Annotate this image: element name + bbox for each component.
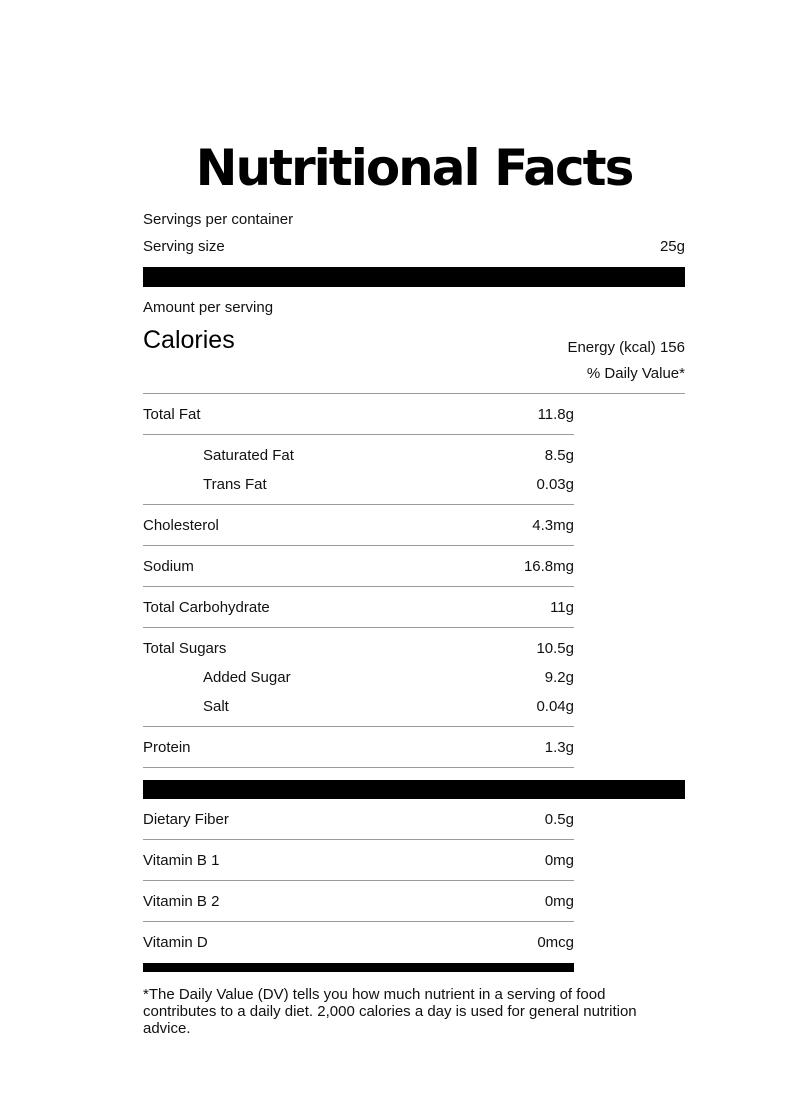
divider-line bbox=[143, 921, 574, 922]
micronutrient-name-vitamin-b2: Vitamin B 2 bbox=[143, 893, 220, 910]
micronutrient-value-vitamin-b1: 0mg bbox=[544, 852, 574, 869]
nutrient-name-trans-fat: Trans Fat bbox=[203, 476, 267, 493]
calories-label: Calories bbox=[143, 326, 235, 354]
nutrient-name-added-sugar: Added Sugar bbox=[203, 669, 291, 686]
nutrient-value-salt: 0.04g bbox=[536, 698, 574, 715]
nutrient-value-total-carbohydrate: 11g bbox=[550, 599, 574, 616]
nutrient-name-total-sugars: Total Sugars bbox=[143, 640, 227, 657]
daily-value-footnote: *The Daily Value (DV) tells you how much nutrient in a serving of food contributes to a daily diet. 2,000 calories a day is used for general nutrition advice. bbox=[143, 986, 637, 1037]
nutrient-value-trans-fat: 0.03g bbox=[536, 476, 574, 493]
servings-per-container-label: Servings per container bbox=[143, 211, 294, 228]
nutrient-value-added-sugar: 9.2g bbox=[544, 669, 574, 686]
nutrient-name-cholesterol: Cholesterol bbox=[143, 517, 219, 534]
divider-line bbox=[143, 434, 574, 435]
nutrient-value-protein: 1.3g bbox=[544, 739, 574, 756]
micronutrient-value-vitamin-d: 0mcg bbox=[537, 934, 574, 951]
serving-size-value: 25g bbox=[659, 238, 685, 255]
divider-line bbox=[143, 627, 574, 628]
energy-value: Energy (kcal) 156 bbox=[567, 339, 685, 356]
micronutrient-name-vitamin-d: Vitamin D bbox=[143, 934, 208, 951]
divider-line bbox=[143, 545, 574, 546]
nutrient-name-sodium: Sodium bbox=[143, 558, 194, 575]
divider-line bbox=[143, 767, 574, 768]
nutrient-value-total-fat: 11.8g bbox=[537, 406, 574, 423]
nutrient-value-sodium: 16.8mg bbox=[523, 558, 574, 575]
nutrient-name-saturated-fat: Saturated Fat bbox=[203, 447, 294, 464]
nutrient-value-saturated-fat: 8.5g bbox=[544, 447, 574, 464]
nutrient-value-cholesterol: 4.3mg bbox=[532, 517, 574, 534]
nutrient-name-protein: Protein bbox=[143, 739, 191, 756]
divider-line bbox=[143, 880, 574, 881]
divider-line bbox=[143, 586, 574, 587]
divider-line bbox=[143, 393, 685, 394]
daily-value-header: % Daily Value* bbox=[586, 365, 685, 382]
nutrient-value-total-sugars: 10.5g bbox=[536, 640, 574, 657]
micronutrient-value-vitamin-b2: 0mg bbox=[544, 893, 574, 910]
nutrient-name-salt: Salt bbox=[203, 698, 229, 715]
page-title: Nutritional Facts bbox=[195, 139, 633, 197]
divider-line bbox=[143, 839, 574, 840]
nutrient-name-total-fat: Total Fat bbox=[143, 406, 201, 423]
micronutrient-value-dietary-fiber: 0.5g bbox=[544, 811, 574, 828]
nutrient-name-total-carbohydrate: Total Carbohydrate bbox=[143, 599, 270, 616]
micronutrient-name-vitamin-b1: Vitamin B 1 bbox=[143, 852, 220, 869]
thick-divider bbox=[143, 780, 685, 799]
serving-size-label: Serving size bbox=[143, 238, 225, 255]
divider-line bbox=[143, 504, 574, 505]
thick-divider bbox=[143, 267, 685, 287]
amount-per-serving-label: Amount per serving bbox=[143, 299, 274, 316]
divider-line bbox=[143, 726, 574, 727]
thick-divider bbox=[143, 963, 574, 972]
micronutrient-name-dietary-fiber: Dietary Fiber bbox=[143, 811, 229, 828]
